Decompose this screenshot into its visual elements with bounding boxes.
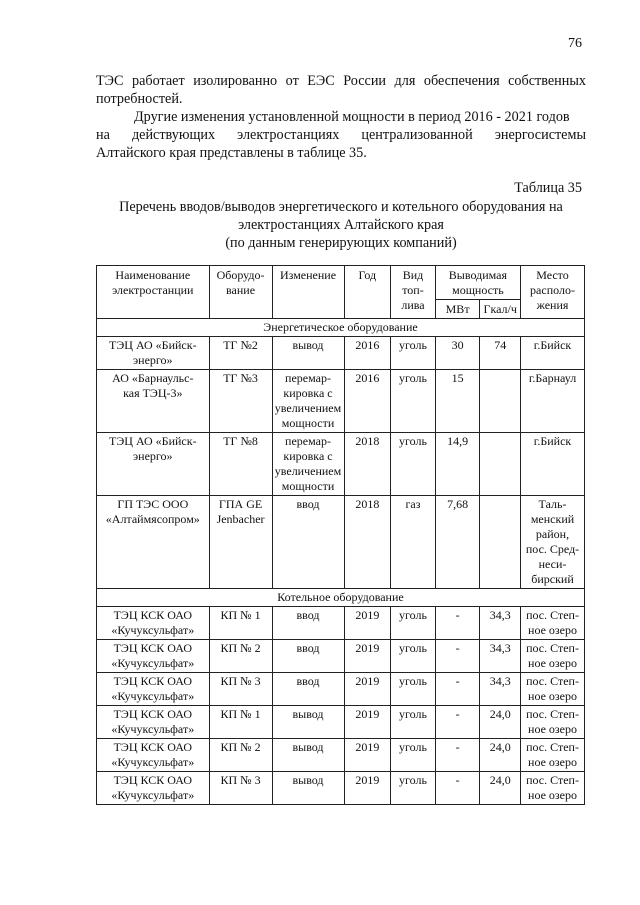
cell-line: - — [455, 608, 460, 622]
cell-line: ГПА GE — [218, 497, 263, 511]
cell-change — [272, 496, 344, 589]
cell-name — [97, 772, 210, 805]
cell-location — [521, 772, 585, 805]
cell-line: увеличением — [274, 401, 342, 415]
cell-line: 2016 — [355, 371, 380, 385]
cell-line: уголь — [399, 371, 427, 385]
cell-year — [344, 640, 391, 673]
cell-fuel — [391, 772, 436, 805]
cell-mw — [435, 433, 480, 496]
cell-gkal — [480, 706, 521, 739]
cell-line: 2019 — [355, 707, 380, 721]
cell-year — [344, 433, 391, 496]
cell-fuel — [391, 433, 436, 496]
cell-line: ТЭЦ КСК ОАО — [113, 608, 193, 622]
section-title: Энергетическое оборудование — [97, 319, 585, 337]
cell-line: Оборудо- — [216, 268, 265, 282]
cell-line: 2019 — [355, 740, 380, 754]
cell-line: КП № 2 — [220, 740, 261, 754]
cell-line: г.Барнаул — [528, 371, 577, 385]
cell-line: вание — [226, 283, 256, 297]
word: изолированно — [193, 73, 278, 89]
table-body — [97, 319, 585, 805]
cell-location — [521, 433, 585, 496]
cell-name — [97, 337, 210, 370]
cell-line: Таль- — [538, 497, 567, 511]
cell-gkal — [480, 607, 521, 640]
cell-line: 2018 — [355, 434, 380, 448]
cell-line: ное озеро — [528, 689, 577, 703]
cell-equipment — [209, 739, 272, 772]
cell-fuel — [391, 706, 436, 739]
table-row — [97, 337, 585, 370]
cell-line: топ- — [402, 283, 424, 297]
cell-line: энерго» — [133, 449, 173, 463]
cell-line: ное озеро — [528, 788, 577, 802]
word: России — [343, 73, 387, 89]
cell-line: ТЭЦ КСК ОАО — [113, 641, 193, 655]
cell-line: ТЭЦ АО «Бийск- — [109, 434, 197, 448]
cell-line: уголь — [399, 434, 427, 448]
cell-line: «Кучуксульфат» — [111, 656, 195, 670]
cell-name — [97, 496, 210, 589]
cell-line: 2019 — [355, 674, 380, 688]
cell-line: электростанции — [112, 283, 194, 297]
cell-fuel — [391, 673, 436, 706]
cell-line: КП № 3 — [220, 674, 261, 688]
cell-line: Выводимая — [448, 268, 507, 282]
cell-equipment — [209, 772, 272, 805]
cell-line: ввод — [296, 641, 320, 655]
cell-line: уголь — [399, 707, 427, 721]
caption-line2: электростанциях Алтайского края — [238, 217, 444, 233]
header-location — [521, 266, 585, 319]
cell-equipment — [209, 337, 272, 370]
caption-line3: (по данным генерирующих компаний) — [225, 235, 457, 251]
cell-line: лива — [401, 298, 425, 312]
paragraph-intro — [96, 72, 586, 108]
cell-name — [97, 673, 210, 706]
cell-line: пос. Степ- — [526, 707, 579, 721]
cell-line: 24,0 — [489, 773, 511, 787]
cell-line: Jenbacher — [216, 512, 265, 526]
cell-line: г.Бийск — [533, 434, 572, 448]
word: электростанциях — [237, 127, 340, 143]
cell-change — [272, 706, 344, 739]
cell-line: - — [455, 641, 460, 655]
cell-line: энерго» — [133, 353, 173, 367]
cell-line: ное озеро — [528, 755, 577, 769]
cell-line: пос. Сред- — [525, 542, 580, 556]
cell-line: Вид — [402, 268, 424, 282]
cell-fuel — [391, 607, 436, 640]
cell-line: пос. Степ- — [526, 641, 579, 655]
cell-line: 34,3 — [489, 674, 511, 688]
cell-line: - — [455, 707, 460, 721]
cell-line: - — [455, 740, 460, 754]
cell-equipment — [209, 433, 272, 496]
cell-gkal — [480, 640, 521, 673]
cell-line: 14,9 — [447, 434, 469, 448]
cell-location — [521, 706, 585, 739]
cell-location — [521, 640, 585, 673]
caption-line1: Перечень вводов/выводов энергетического и котельного оборудования на — [119, 199, 563, 215]
cell-mw — [435, 607, 480, 640]
cell-line: ТГ №3 — [223, 371, 258, 385]
cell-line: - — [455, 674, 460, 688]
cell-line: вывод — [292, 740, 324, 754]
cell-line: - — [455, 773, 460, 787]
header-year — [344, 266, 391, 319]
cell-mw — [435, 337, 480, 370]
cell-fuel — [391, 496, 436, 589]
cell-line: уголь — [399, 338, 427, 352]
cell-line: ввод — [296, 674, 320, 688]
cell-line: вывод — [292, 707, 324, 721]
table-row — [97, 370, 585, 433]
word: собственных — [508, 73, 586, 89]
cell-line: жения — [536, 298, 569, 312]
cell-line: бирский — [531, 572, 574, 586]
cell-mw — [435, 496, 480, 589]
page-number: 76 — [568, 36, 582, 51]
cell-location — [521, 337, 585, 370]
cell-year — [344, 496, 391, 589]
cell-line: уголь — [399, 740, 427, 754]
cell-fuel — [391, 337, 436, 370]
cell-mw — [435, 673, 480, 706]
section-title: Котельное оборудование — [97, 589, 585, 607]
cell-gkal — [480, 673, 521, 706]
cell-line: пос. Степ- — [526, 608, 579, 622]
cell-line: 30 — [451, 338, 464, 352]
cell-gkal — [480, 496, 521, 589]
cell-line: Место — [536, 268, 569, 282]
cell-gkal — [480, 337, 521, 370]
word: ЕЭС — [307, 73, 335, 89]
cell-line: перемар- — [285, 371, 331, 385]
cell-change — [272, 640, 344, 673]
cell-line: вывод — [292, 773, 324, 787]
cell-line: КП № 1 — [220, 608, 261, 622]
cell-name — [97, 706, 210, 739]
cell-year — [344, 706, 391, 739]
cell-line: ное озеро — [528, 656, 577, 670]
paragraph-intro-line1 — [96, 72, 586, 90]
cell-fuel — [391, 739, 436, 772]
cell-line: КП № 1 — [220, 707, 261, 721]
cell-line: ГП ТЭС ООО — [117, 497, 189, 511]
table-row — [97, 607, 585, 640]
cell-name — [97, 640, 210, 673]
cell-line: уголь — [399, 674, 427, 688]
cell-line: ТГ №8 — [223, 434, 258, 448]
cell-equipment — [209, 496, 272, 589]
header-name — [97, 266, 210, 319]
section-row-energy — [97, 319, 585, 337]
cell-line: ТЭЦ КСК ОАО — [113, 674, 193, 688]
cell-equipment — [209, 706, 272, 739]
cell-equipment — [209, 370, 272, 433]
cell-line: уголь — [399, 608, 427, 622]
cell-change — [272, 607, 344, 640]
cell-year — [344, 370, 391, 433]
cell-name — [97, 607, 210, 640]
cell-change — [272, 433, 344, 496]
cell-equipment — [209, 673, 272, 706]
cell-name — [97, 433, 210, 496]
cell-line: пос. Степ- — [526, 773, 579, 787]
cell-location — [521, 607, 585, 640]
cell-location — [521, 496, 585, 589]
table-row — [97, 433, 585, 496]
cell-line: 2019 — [355, 608, 380, 622]
cell-line: мощности — [281, 479, 335, 493]
cell-fuel — [391, 640, 436, 673]
cell-year — [344, 607, 391, 640]
cell-year — [344, 673, 391, 706]
cell-gkal — [480, 370, 521, 433]
cell-line: ТГ №2 — [223, 338, 258, 352]
cell-line: ТЭЦ КСК ОАО — [113, 740, 193, 754]
cell-line: неси- — [538, 557, 567, 571]
cell-mw — [435, 640, 480, 673]
cell-line: перемар- — [285, 434, 331, 448]
cell-mw — [435, 706, 480, 739]
cell-line: кая ТЭЦ-3» — [123, 386, 183, 400]
header-change — [272, 266, 344, 319]
cell-line: «Кучуксульфат» — [111, 623, 195, 637]
cell-line: пос. Степ- — [526, 674, 579, 688]
cell-line: «Кучуксульфат» — [111, 689, 195, 703]
section-row-boiler — [97, 589, 585, 607]
cell-gkal — [480, 739, 521, 772]
paragraph-capacity-line2 — [96, 126, 586, 144]
cell-line: располо- — [530, 283, 575, 297]
word: ТЭС — [96, 73, 124, 89]
cell-line: «Кучуксульфат» — [111, 722, 195, 736]
header-mw: МВт — [435, 300, 480, 319]
cell-line: ТЭЦ КСК ОАО — [113, 773, 193, 787]
cell-line: ввод — [296, 608, 320, 622]
cell-change — [272, 370, 344, 433]
cell-year — [344, 739, 391, 772]
cell-line: кировка с — [283, 449, 333, 463]
cell-mw — [435, 370, 480, 433]
paragraph-capacity-line3: Алтайского края представлены в таблице 35. — [96, 145, 367, 161]
cell-line: менский — [530, 512, 575, 526]
header-gkal: Гкал/ч — [480, 300, 521, 319]
cell-location — [521, 370, 585, 433]
cell-line: уголь — [399, 641, 427, 655]
cell-line: 24,0 — [489, 707, 511, 721]
equipment-table — [96, 265, 585, 805]
cell-year — [344, 337, 391, 370]
cell-line: мощности — [281, 416, 335, 430]
table-row — [97, 496, 585, 589]
cell-line: увеличением — [274, 464, 342, 478]
header-fuel — [391, 266, 436, 319]
cell-line: уголь — [399, 773, 427, 787]
cell-name — [97, 370, 210, 433]
word: обеспечения — [423, 73, 500, 89]
word: централизованной — [361, 127, 473, 143]
cell-mw — [435, 772, 480, 805]
cell-line: мощность — [452, 283, 504, 297]
cell-line: район, — [535, 527, 570, 541]
cell-line: ввод — [296, 497, 320, 511]
cell-line: «Алтаймясопром» — [105, 512, 200, 526]
word: для — [394, 73, 416, 89]
cell-line: «Кучуксульфат» — [111, 755, 195, 769]
cell-name — [97, 739, 210, 772]
cell-line: Наименование — [115, 268, 191, 282]
table-row — [97, 640, 585, 673]
cell-line: ное озеро — [528, 722, 577, 736]
cell-line: АО «Барнаульс- — [112, 371, 194, 385]
cell-line: КП № 2 — [220, 641, 261, 655]
cell-change — [272, 772, 344, 805]
table-row — [97, 706, 585, 739]
table-row — [97, 673, 585, 706]
word: действующих — [131, 127, 216, 143]
cell-line: 15 — [451, 371, 464, 385]
cell-line: кировка с — [283, 386, 333, 400]
cell-gkal — [480, 772, 521, 805]
word: работает — [132, 73, 185, 89]
table-header-row — [97, 266, 585, 300]
table-caption — [96, 198, 586, 252]
cell-year — [344, 772, 391, 805]
cell-line: 74 — [494, 338, 507, 352]
cell-equipment — [209, 607, 272, 640]
cell-line: 7,68 — [447, 497, 469, 511]
cell-line: 24,0 — [489, 740, 511, 754]
cell-line: 34,3 — [489, 608, 511, 622]
cell-mw — [435, 739, 480, 772]
cell-line: 2018 — [355, 497, 380, 511]
cell-line: газ — [405, 497, 421, 511]
cell-line: пос. Степ- — [526, 740, 579, 754]
cell-line: Год — [358, 268, 377, 282]
paragraph-capacity-line1: Другие изменения установленной мощности в период 2016 - 2021 годов — [134, 109, 570, 125]
paragraph-intro-line2: потребностей. — [96, 91, 183, 107]
word: на — [96, 127, 110, 143]
cell-equipment — [209, 640, 272, 673]
table-label: Таблица 35 — [514, 180, 582, 196]
table-row — [97, 772, 585, 805]
cell-line: КП № 3 — [220, 773, 261, 787]
cell-gkal — [480, 433, 521, 496]
cell-fuel — [391, 370, 436, 433]
cell-line: ТЭЦ АО «Бийск- — [109, 338, 197, 352]
cell-line: 34,3 — [489, 641, 511, 655]
cell-change — [272, 673, 344, 706]
cell-line: г.Бийск — [533, 338, 572, 352]
cell-change — [272, 337, 344, 370]
cell-location — [521, 739, 585, 772]
cell-line: ТЭЦ КСК ОАО — [113, 707, 193, 721]
cell-line: ное озеро — [528, 623, 577, 637]
paragraph-capacity — [96, 108, 586, 162]
cell-line: 2019 — [355, 641, 380, 655]
header-equipment — [209, 266, 272, 319]
cell-line: «Кучуксульфат» — [111, 788, 195, 802]
cell-line: Изменение — [279, 268, 337, 282]
cell-change — [272, 739, 344, 772]
word: от — [285, 73, 299, 89]
cell-line: 2016 — [355, 338, 380, 352]
word: энергосистемы — [494, 127, 586, 143]
cell-line: 2019 — [355, 773, 380, 787]
table-row — [97, 739, 585, 772]
header-capacity — [435, 266, 520, 300]
cell-line: вывод — [292, 338, 324, 352]
cell-location — [521, 673, 585, 706]
